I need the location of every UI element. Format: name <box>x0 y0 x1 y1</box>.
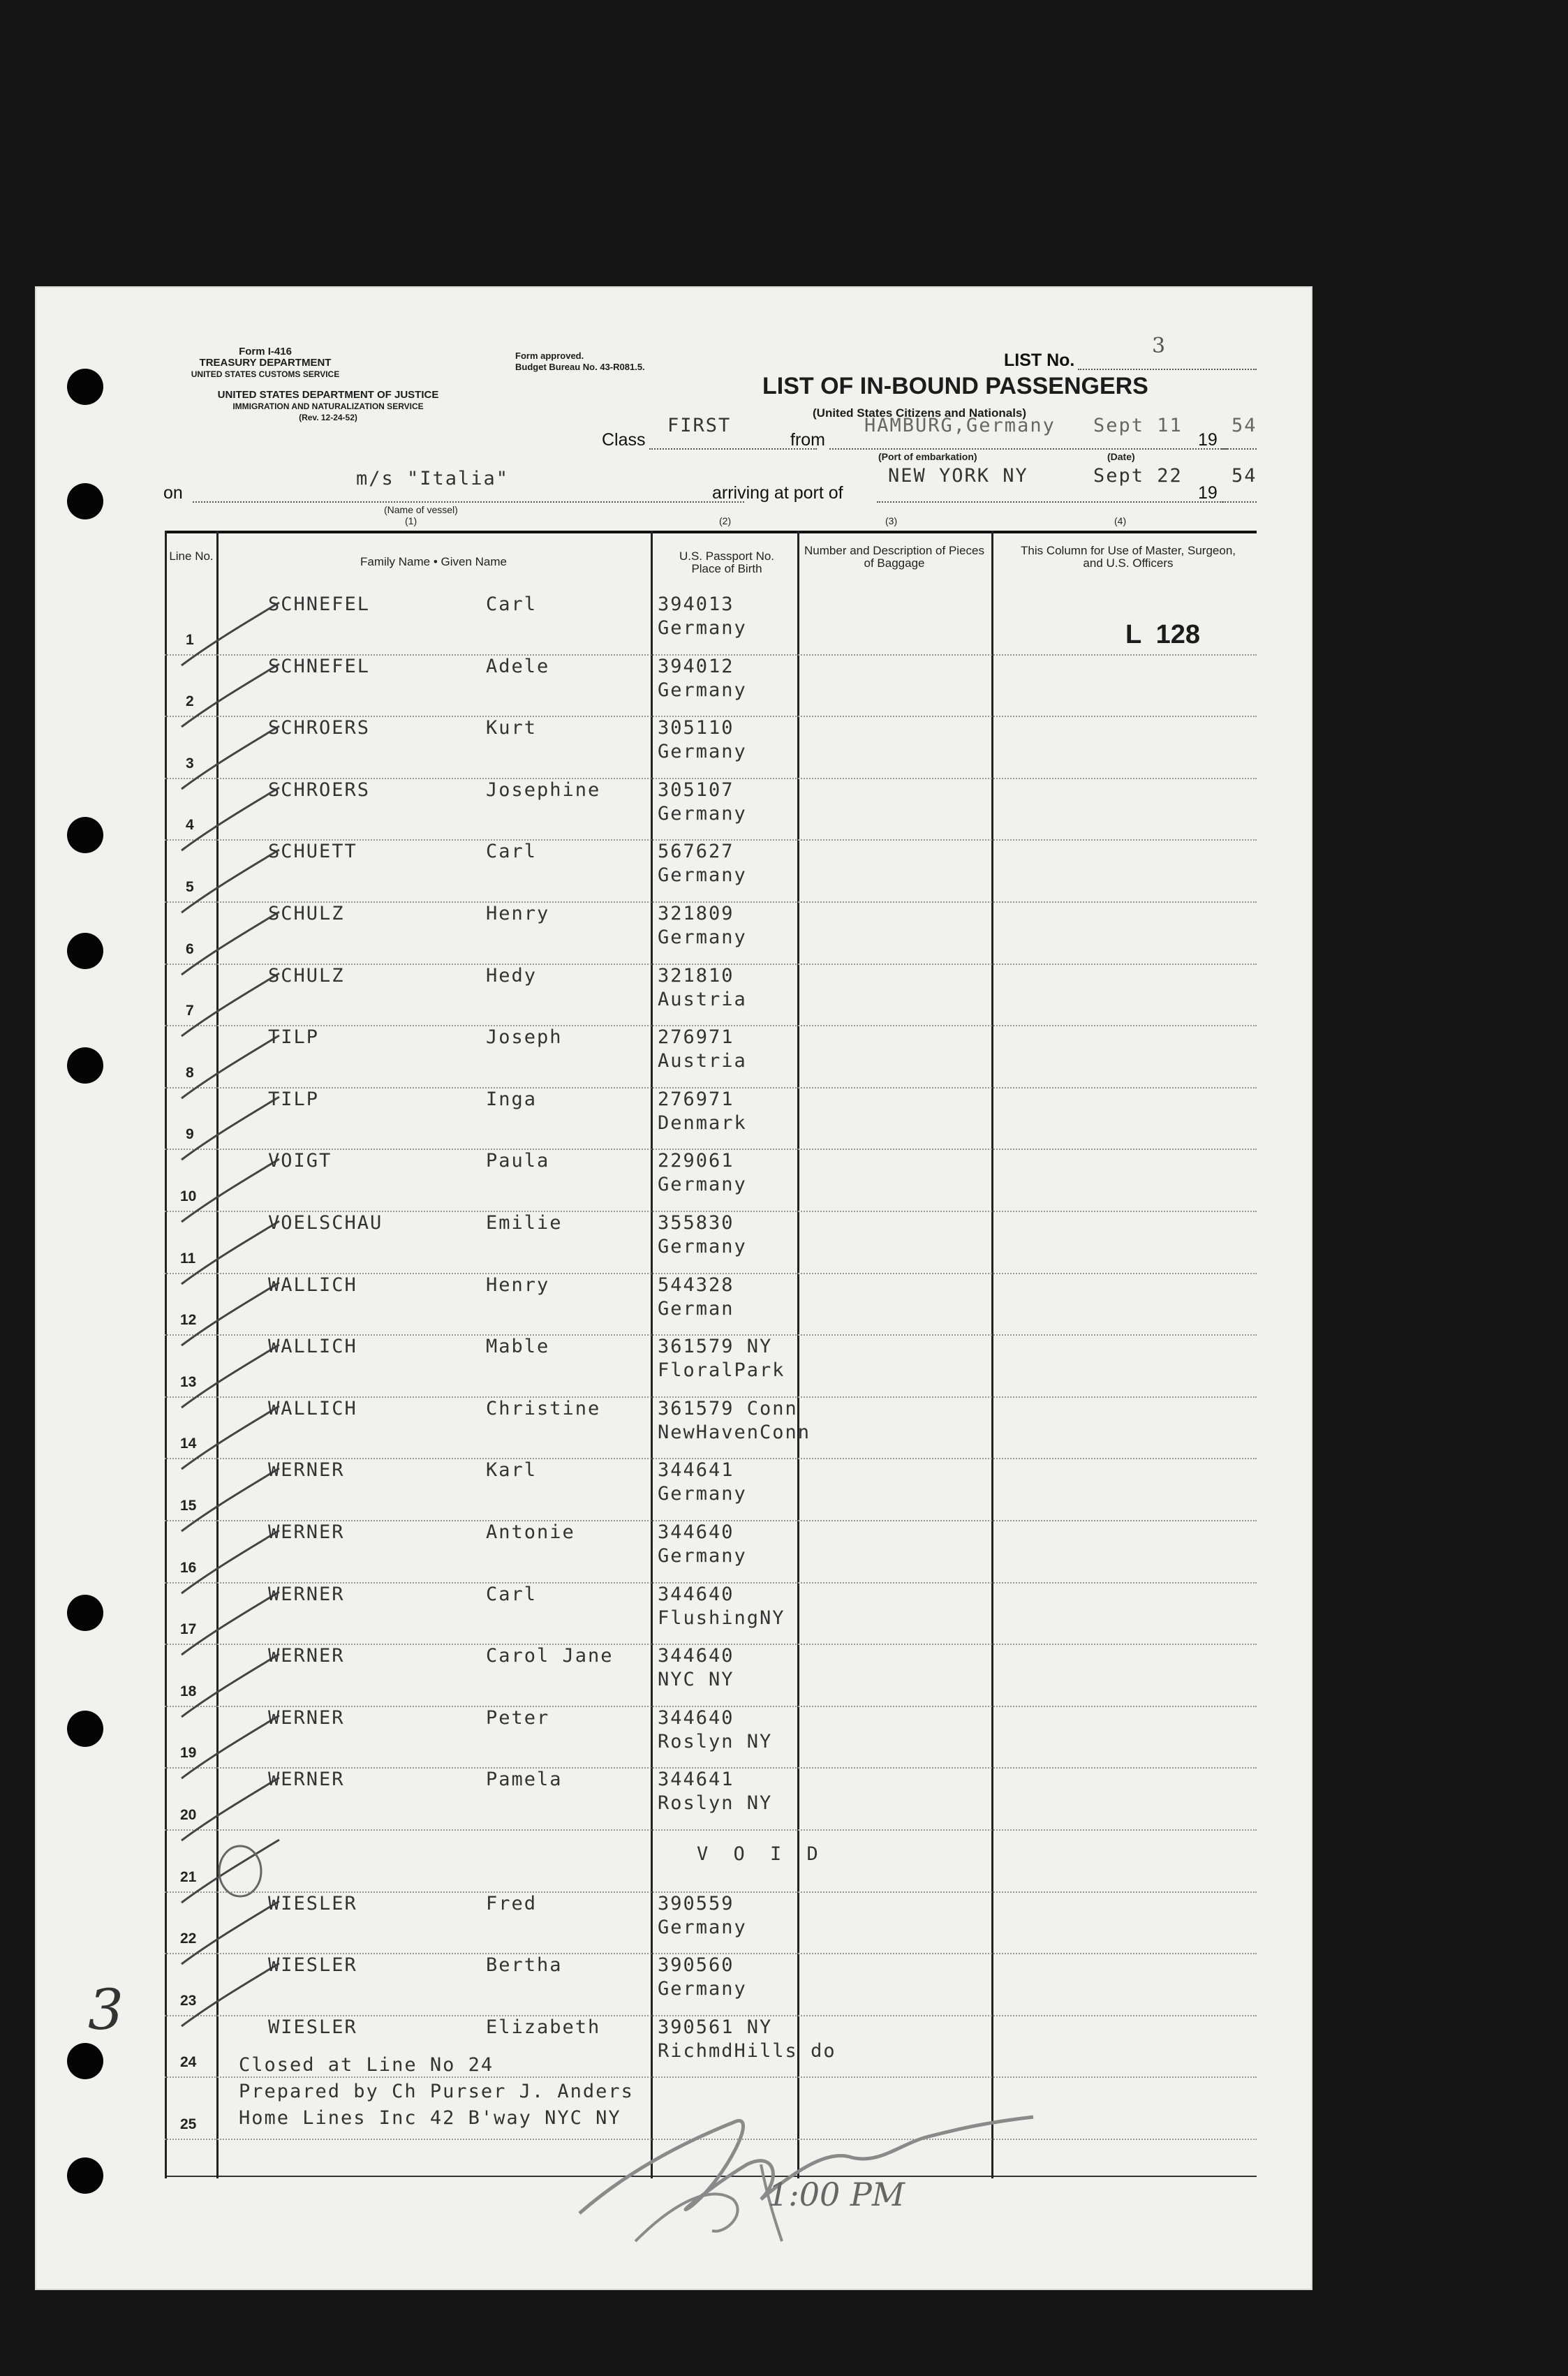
passport-number: 390559 <box>658 1892 734 1914</box>
passport-number: 276971 <box>658 1026 734 1049</box>
given-name: Kurt <box>486 717 538 739</box>
line-number: 16 <box>180 1559 197 1576</box>
handwritten-time: 1:00 PM <box>768 2176 905 2213</box>
passport-number: 344641 <box>658 1459 734 1482</box>
place-of-birth: RichmdHills do <box>658 2039 836 2062</box>
binder-hole <box>67 1711 103 1747</box>
line-number: 17 <box>180 1621 197 1638</box>
place-of-birth: Germany <box>658 1236 747 1257</box>
passport-number: 229061 <box>658 1150 734 1172</box>
line-number: 20 <box>180 1807 197 1823</box>
family-name: WIESLER <box>268 2016 357 2038</box>
port-embarkation-caption: (Port of embarkation) <box>878 451 977 462</box>
family-name: TILP <box>268 1026 320 1049</box>
passport-number: 390561 NY <box>658 2016 773 2038</box>
given-name: Mable <box>486 1336 550 1358</box>
passport-number: 567627 <box>658 841 734 863</box>
given-name: Carl <box>486 593 538 615</box>
arrival-dots <box>877 501 1226 503</box>
place-of-birth: Germany <box>658 1916 747 1938</box>
margin-handwritten-mark: 3 <box>88 1977 124 2042</box>
place-of-birth: Roslyn NY <box>658 1730 773 1753</box>
class-label: Class <box>602 430 646 450</box>
from-dots <box>829 448 1227 450</box>
year-arrival: 54 <box>1232 465 1257 487</box>
line-number: 23 <box>180 1992 197 2009</box>
family-name: WERNER <box>268 1583 345 1605</box>
given-name: Emilie <box>486 1212 563 1234</box>
line-number: 5 <box>186 879 194 895</box>
place-of-birth: NYC NY <box>658 1669 734 1691</box>
class-value: FIRST <box>667 415 732 436</box>
place-of-birth: German <box>658 1297 734 1320</box>
binder-hole <box>67 817 103 853</box>
budget-label: Budget Bureau No. 43-R081.5. <box>515 362 645 372</box>
table-top-rule <box>165 531 1257 533</box>
family-name: SCHUETT <box>268 841 357 863</box>
place-of-birth: Germany <box>658 1978 747 2000</box>
place-of-birth: Germany <box>658 927 747 948</box>
line-number: 15 <box>180 1498 197 1514</box>
caption-col3: (3) <box>885 515 898 526</box>
family-name: WERNER <box>268 1645 345 1667</box>
revision-label: (Rev. 12-24-52) <box>299 413 357 422</box>
given-name: Hedy <box>486 964 538 987</box>
place-of-birth: FlushingNY <box>658 1607 785 1629</box>
family-name: SCHULZ <box>268 903 345 924</box>
place-of-birth: FloralPark <box>658 1359 785 1382</box>
closing-line-2: Prepared by Ch Purser J. Anders <box>239 2081 634 2102</box>
year-prefix-arrival: 19 <box>1198 483 1218 503</box>
year-from: 54 <box>1232 415 1257 436</box>
approval-block <box>515 351 645 373</box>
date-from: Sept 11 <box>1093 415 1183 436</box>
page-title: LIST OF IN-BOUND PASSENGERS <box>762 373 1148 399</box>
row-separator <box>165 1829 1257 1831</box>
binder-hole <box>67 2043 103 2079</box>
place-of-birth: Germany <box>658 1483 747 1505</box>
from-value: HAMBURG,Germany <box>864 415 1056 436</box>
caption-col2: (2) <box>719 515 732 526</box>
place-of-birth: Germany <box>658 864 747 887</box>
given-name: Adele <box>486 655 550 677</box>
place-of-birth: Germany <box>658 1545 747 1567</box>
customs-label: UNITED STATES CUSTOMS SERVICE <box>191 369 340 379</box>
family-name: SCHROERS <box>268 779 371 801</box>
place-of-birth: Austria <box>658 988 747 1010</box>
passport-number: 544328 <box>658 1274 734 1296</box>
from-label: from <box>790 430 825 450</box>
row-separator <box>165 2076 1257 2078</box>
passenger-table <box>165 531 1257 2178</box>
family-name: SCHNEFEL <box>268 655 371 677</box>
given-name: Paula <box>486 1150 550 1172</box>
binder-hole <box>67 2157 103 2194</box>
given-name: Fred <box>486 1892 538 1914</box>
given-name: Christine <box>486 1397 601 1419</box>
place-of-birth: NewHavenConn <box>658 1421 811 1443</box>
signature-scrawl <box>552 2081 1054 2262</box>
passport-number: 394012 <box>658 655 734 677</box>
ins-label: IMMIGRATION AND NATURALIZATION SERVICE <box>232 401 424 411</box>
line-number: 8 <box>186 1064 194 1081</box>
line-number: 2 <box>186 693 194 710</box>
place-of-birth: Germany <box>658 1174 747 1196</box>
family-name: VOIGT <box>268 1150 332 1172</box>
given-name: Carl <box>486 841 538 863</box>
form-number: Form I-416 <box>239 346 292 357</box>
vessel-caption: (Name of vessel) <box>384 504 458 515</box>
approved-label: Form approved. <box>515 351 584 361</box>
given-name: Antonie <box>486 1521 575 1543</box>
family-name: WALLICH <box>268 1397 357 1419</box>
justice-label: UNITED STATES DEPARTMENT OF JUSTICE <box>217 389 439 401</box>
line-number: 11 <box>180 1250 196 1267</box>
justice-block <box>161 390 496 423</box>
passport-number: 361579 NY <box>658 1336 773 1358</box>
given-name: Josephine <box>486 779 601 801</box>
col-header-line-no: Line No. <box>169 549 214 563</box>
line-number: 10 <box>180 1188 197 1204</box>
place-of-birth: Roslyn NY <box>658 1792 773 1815</box>
given-name: Carol Jane <box>486 1645 614 1667</box>
binder-hole <box>67 483 103 519</box>
year-dots-from <box>1222 448 1257 450</box>
passport-number: 344640 <box>658 1706 734 1729</box>
list-no-label: LIST No. <box>1004 351 1075 370</box>
line-number: 14 <box>180 1436 197 1452</box>
place-of-birth: Germany <box>658 679 747 701</box>
line-number: 1 <box>186 631 194 648</box>
date-arrival: Sept 22 <box>1093 465 1183 487</box>
binder-hole <box>67 369 103 405</box>
line-number: 18 <box>180 1683 197 1699</box>
line-number: 3 <box>186 755 194 772</box>
list-no-dots <box>1078 369 1257 370</box>
treasury-label: TREASURY DEPARTMENT <box>199 357 332 369</box>
list-no-value: 3 <box>1152 334 1166 358</box>
on-label: on <box>163 483 183 503</box>
date-caption: (Date) <box>1107 451 1135 462</box>
caption-col1: (1) <box>405 515 417 526</box>
closing-line-3: Home Lines Inc 42 B'way NYC NY <box>239 2107 621 2129</box>
family-name: WERNER <box>268 1769 345 1791</box>
manifest-page <box>35 286 1312 2290</box>
binder-hole <box>67 1595 103 1631</box>
given-name: Joseph <box>486 1026 563 1049</box>
col-header-name: Family Name • Given Name <box>360 555 507 568</box>
given-name: Henry <box>486 903 550 924</box>
passport-number: 355830 <box>658 1212 734 1234</box>
place-of-birth: Austria <box>658 1050 747 1072</box>
binder-hole <box>67 933 103 969</box>
family-name: WALLICH <box>268 1336 357 1358</box>
closing-line-1: Closed at Line No 24 <box>239 2054 494 2076</box>
col-header-passport: U.S. Passport No. Place of Birth <box>679 549 775 575</box>
agency-block <box>161 346 370 380</box>
family-name: WIESLER <box>268 1954 357 1977</box>
family-name: VOELSCHAU <box>268 1212 383 1234</box>
vessel-name: m/s "Italia" <box>356 468 510 489</box>
given-name: Henry <box>486 1274 550 1296</box>
family-name: TILP <box>268 1088 320 1110</box>
page-subtitle: (United States Citizens and Nationals) <box>813 406 1027 420</box>
passport-number: 344640 <box>658 1583 734 1605</box>
family-name: WIESLER <box>268 1892 357 1914</box>
line-number: 22 <box>180 1931 197 1947</box>
given-name: Peter <box>486 1706 550 1729</box>
given-name: Inga <box>486 1088 538 1110</box>
year-dots-arrival <box>1222 501 1257 503</box>
family-name: WALLICH <box>268 1274 357 1296</box>
given-name: Karl <box>486 1459 538 1482</box>
line-number: 21 <box>180 1868 197 1885</box>
passport-number: 321809 <box>658 903 734 924</box>
line-number: 6 <box>186 940 194 957</box>
line-number: 7 <box>186 1003 194 1019</box>
line-number: 12 <box>180 1312 197 1329</box>
given-name: Carl <box>486 1583 538 1605</box>
given-name: Pamela <box>486 1769 563 1791</box>
passport-number: 305107 <box>658 779 734 801</box>
passport-number: 344641 <box>658 1769 734 1791</box>
passport-number: 276971 <box>658 1088 734 1110</box>
line-number: 19 <box>180 1745 197 1762</box>
passport-number: V O I D <box>697 1843 825 1865</box>
place-of-birth: Germany <box>658 617 747 639</box>
officer-note: L 128 <box>1125 620 1201 649</box>
passport-number: 305110 <box>658 717 734 739</box>
family-name: SCHNEFEL <box>268 593 371 615</box>
place-of-birth: Germany <box>658 741 747 763</box>
line-number: 4 <box>186 817 194 834</box>
passport-number: 321810 <box>658 964 734 987</box>
passport-number: 344640 <box>658 1521 734 1543</box>
passport-number: 394013 <box>658 593 734 615</box>
binder-hole <box>67 1047 103 1084</box>
passport-number: 361579 Conn <box>658 1397 798 1419</box>
col-header-baggage: Number and Description of Pieces of Baggage <box>804 544 984 570</box>
given-name: Bertha <box>486 1954 563 1977</box>
vessel-dots <box>193 501 744 503</box>
place-of-birth: Denmark <box>658 1112 747 1134</box>
family-name: SCHULZ <box>268 964 345 987</box>
line-number: 24 <box>180 2054 197 2071</box>
passport-number: 390560 <box>658 1954 734 1977</box>
passport-number: 344640 <box>658 1645 734 1667</box>
family-name: WERNER <box>268 1459 345 1482</box>
arriving-label: arriving at port of <box>712 483 843 503</box>
line-number: 13 <box>180 1373 197 1390</box>
place-of-birth: Germany <box>658 802 747 825</box>
void-circle-mark <box>209 1840 272 1903</box>
family-name: WERNER <box>268 1706 345 1729</box>
line-number: 25 <box>180 2116 197 2132</box>
caption-col4: (4) <box>1114 515 1127 526</box>
family-name: SCHROERS <box>268 717 371 739</box>
line-number: 9 <box>186 1126 194 1143</box>
col-header-officers: This Column for Use of Master, Surgeon, and U.S. Officers <box>1020 544 1236 570</box>
year-prefix-from: 19 <box>1198 430 1218 450</box>
given-name: Elizabeth <box>486 2016 601 2038</box>
port-arrival: NEW YORK NY <box>888 465 1028 487</box>
family-name: WERNER <box>268 1521 345 1543</box>
